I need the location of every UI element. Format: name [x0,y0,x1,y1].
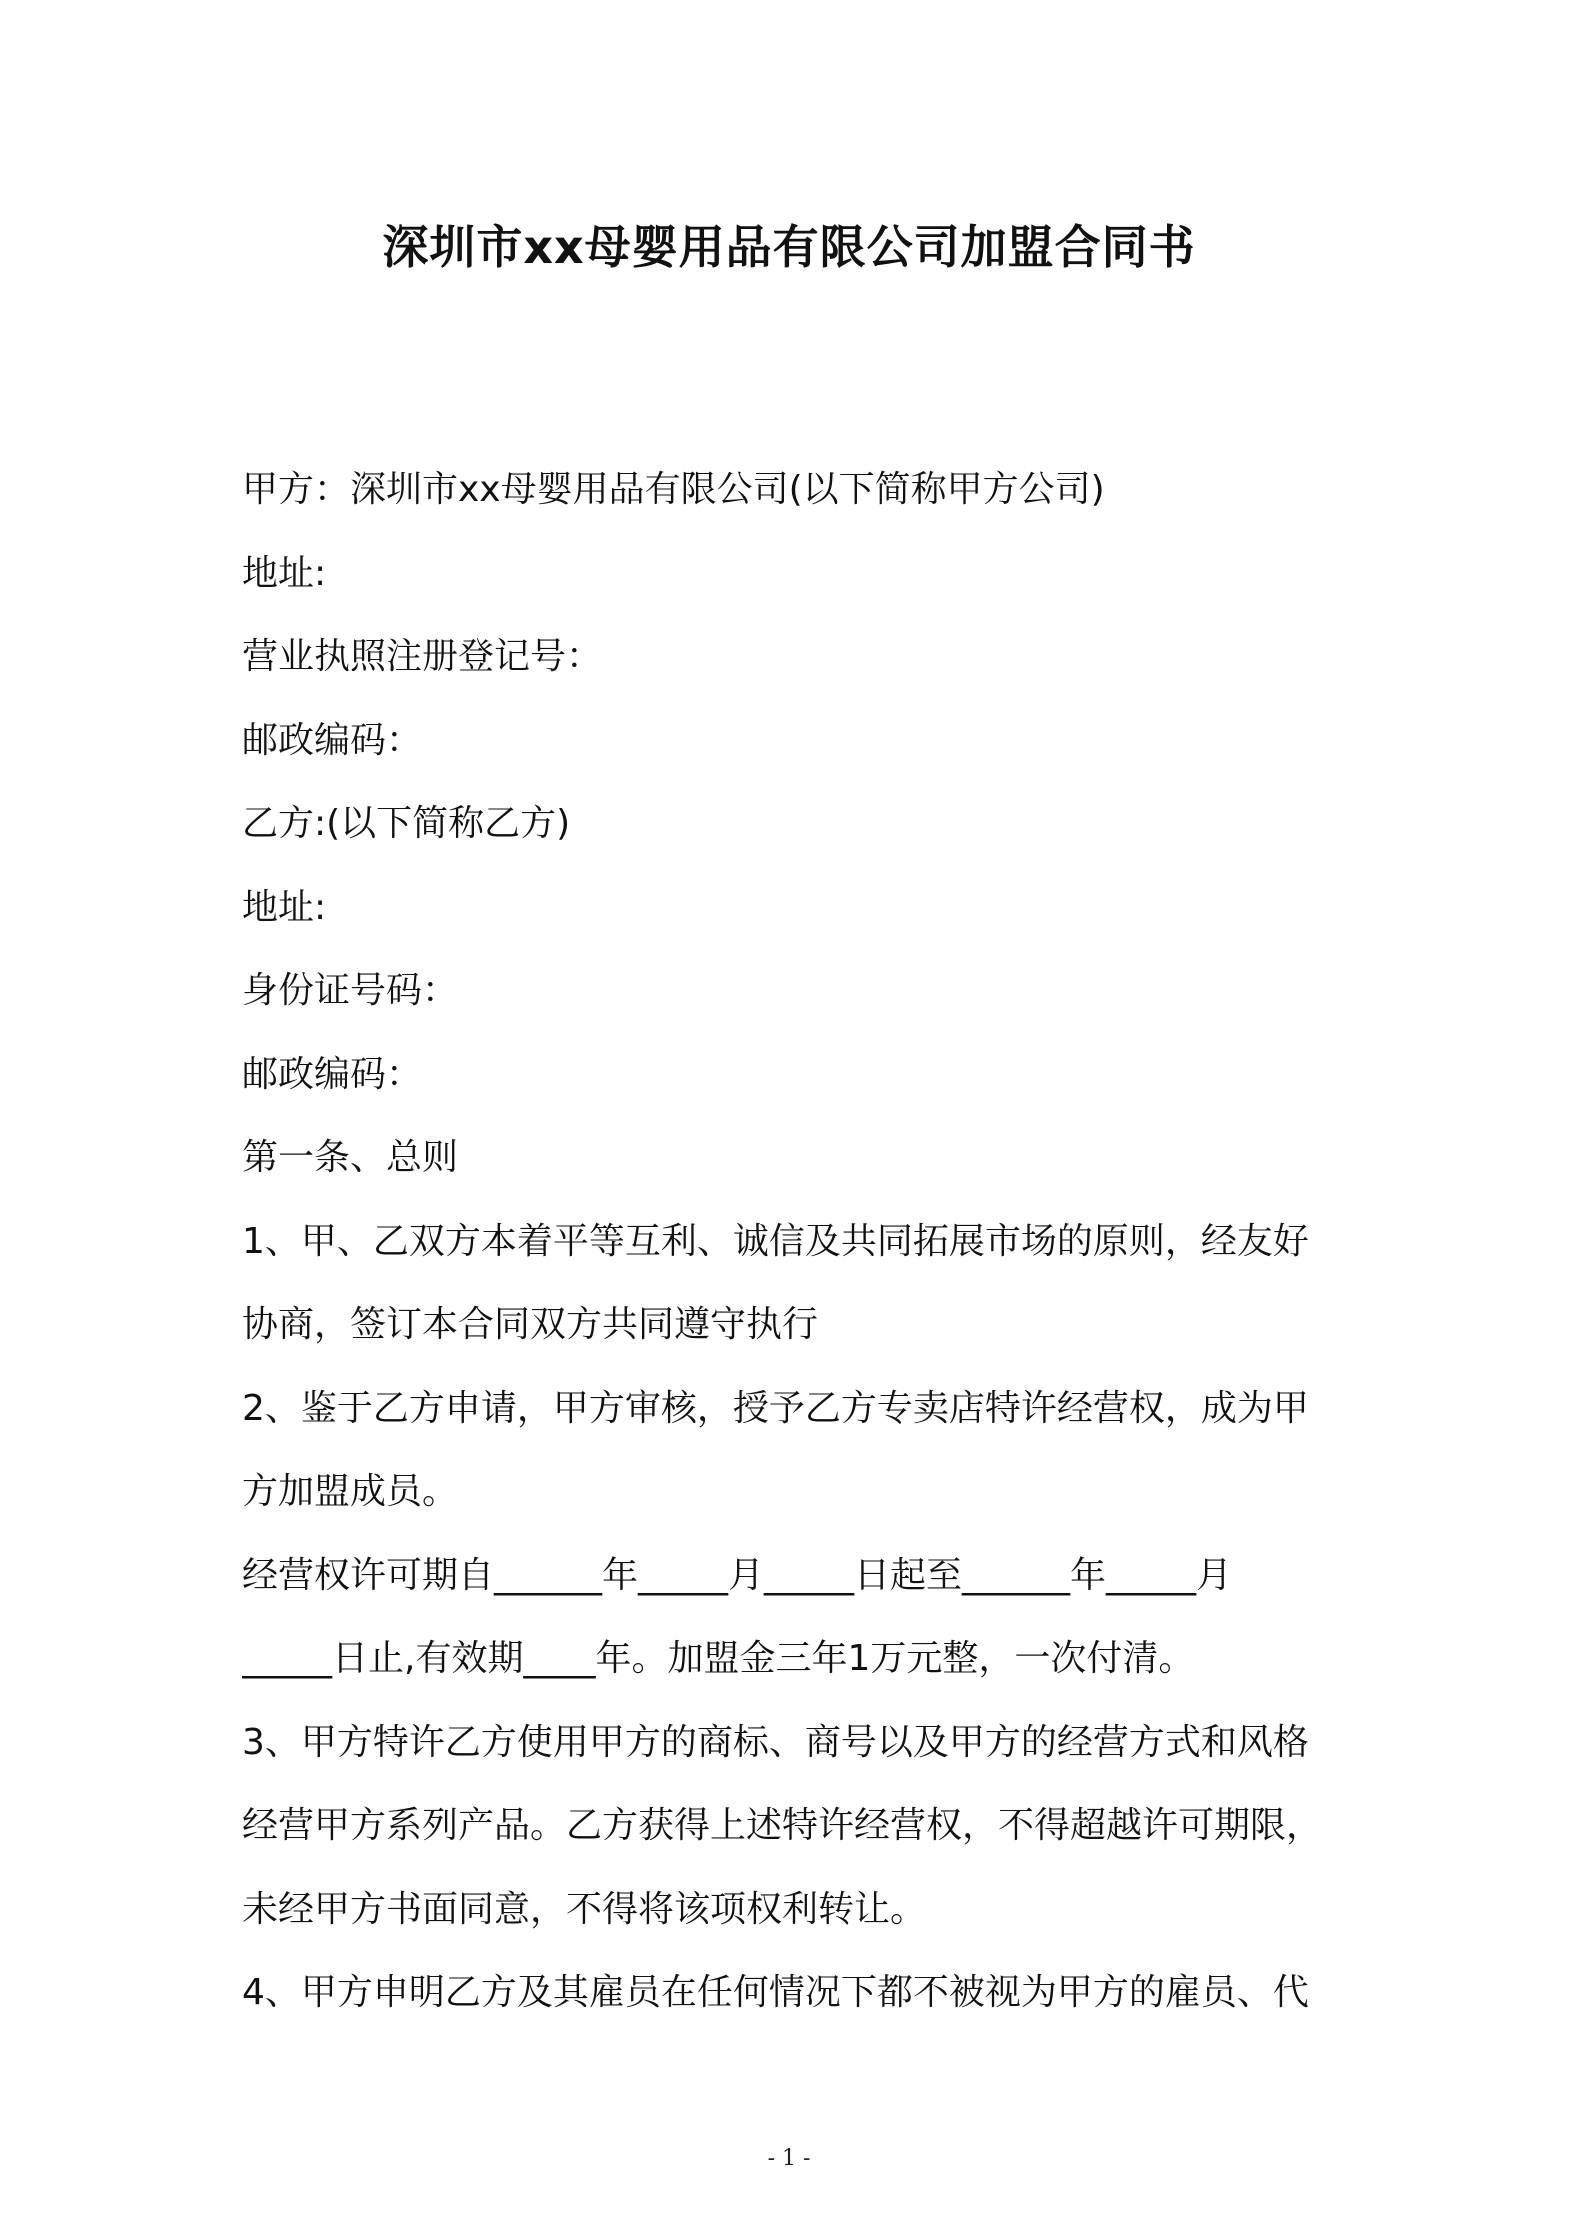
article-one-heading: 第一条、总则 [242,1137,459,1178]
clause-2-line-1: 2、鉴于乙方申请，甲方审核，授予乙方专卖店特许经营权，成为甲 [242,1387,1309,1429]
clause-4-line-1: 4、甲方申明乙方及其雇员在任何情况下都不被视为甲方的雇员、代 [242,1972,1309,2013]
clause-2-line-2: 方加盟成员。 [242,1471,459,1512]
page-number: - 1 - [767,2146,811,2171]
license-period-line-2: _____日止,有效期____年。加盟金三年1万元整，一次付清。 [242,1638,1195,1679]
license-period-line-1: 经营权许可期自______年_____月_____日起至______年_____月 [242,1554,1233,1596]
party-a-line: 甲方：深圳市xx母婴用品有限公司(以下简称甲方公司) [242,469,1105,510]
party-b-line: 乙方:(以下简称乙方) [242,803,571,844]
clause-1-line-1: 1、甲、乙双方本着平等互利、诚信及共同拓展市场的原则，经友好 [242,1220,1309,1262]
party-a-address-line: 地址: [242,552,327,594]
clause-3-line-1: 3、甲方特许乙方使用甲方的商标、商号以及甲方的经营方式和风格 [242,1721,1309,1763]
id-number-line: 身份证号码： [242,970,459,1011]
clause-3-line-3: 未经甲方书面同意，不得将该项权利转让。 [242,1888,927,1930]
clause-1-line-2: 协商，签订本合同双方共同遵守执行 [242,1304,819,1345]
business-license-line: 营业执照注册登记号： [242,636,603,677]
document-title: 深圳市xx母婴用品有限公司加盟合同书 [382,220,1196,274]
document-body [242,448,1352,2035]
party-a-postal-code-line: 邮政编码： [242,719,423,761]
clause-3-line-2: 经营甲方系列产品。乙方获得上述特许经营权，不得超越许可期限， [242,1805,1323,1846]
party-b-address-line: 地址: [242,886,327,928]
party-b-postal-code-line: 邮政编码： [242,1053,423,1095]
